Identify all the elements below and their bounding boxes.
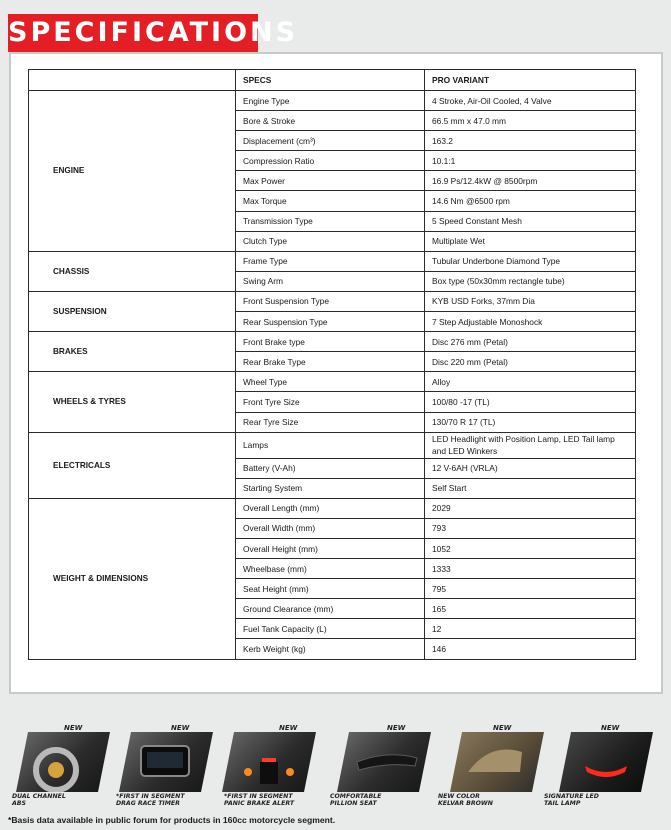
spec-name: Front Suspension Type (236, 291, 425, 311)
feature-caption: NEW COLOR KELVAR BROWN (438, 793, 493, 807)
spec-name: Battery (V-Ah) (236, 458, 425, 478)
header-specs: SPECS (236, 70, 425, 91)
table-row (29, 291, 636, 311)
spec-name: Overall Length (mm) (236, 498, 425, 518)
spec-name: Front Tyre Size (236, 392, 425, 412)
spec-name: Displacement (cm³) (236, 131, 425, 151)
tail-indicator-icon (222, 732, 316, 792)
spec-name: Seat Height (mm) (236, 579, 425, 599)
new-badge: NEW (64, 724, 83, 732)
spec-name: Max Torque (236, 191, 425, 211)
spec-value: 165 (425, 599, 636, 619)
spec-value: 10.1:1 (425, 151, 636, 171)
table-header-row (29, 70, 636, 91)
spec-name: Swing Arm (236, 271, 425, 291)
new-badge: NEW (279, 724, 298, 732)
spec-value: 5 Speed Constant Mesh (425, 211, 636, 231)
spec-name: Overall Width (mm) (236, 518, 425, 538)
spec-value: Disc 220 mm (Petal) (425, 352, 636, 372)
spec-value: Disc 276 mm (Petal) (425, 332, 636, 352)
table-row (29, 372, 636, 392)
category-label: ENGINE (29, 91, 236, 252)
spec-value: Box type (50x30mm rectangle tube) (425, 271, 636, 291)
spec-value: 7 Step Adjustable Monoshock (425, 312, 636, 332)
spec-value: 1333 (425, 559, 636, 579)
banner-title: SPECIFICATIONS (8, 17, 299, 48)
category-label: WEIGHT & DIMENSIONS (29, 498, 236, 659)
spec-name: Front Brake type (236, 332, 425, 352)
footnote: *Basis data available in public forum for products in 160cc motorcycle segment. (8, 815, 336, 825)
spec-value: 14.6 Nm @6500 rpm (425, 191, 636, 211)
feature-caption: SIGNATURE LED TAIL LAMP (544, 793, 599, 807)
spec-value: KYB USD Forks, 37mm Dia (425, 291, 636, 311)
category-label: ELECTRICALS (29, 432, 236, 498)
header-pro-variant: PRO VARIANT (425, 70, 636, 91)
abs-disc-icon (16, 732, 110, 792)
instrument-cluster-icon (119, 732, 213, 792)
category-label: SUSPENSION (29, 291, 236, 331)
table-row (29, 91, 636, 111)
spec-value: 130/70 R 17 (TL) (425, 412, 636, 432)
spec-value: Alloy (425, 372, 636, 392)
spec-name: Ground Clearance (mm) (236, 599, 425, 619)
spec-value: LED Headlight with Position Lamp, LED Tail lamp and LED Winkers (425, 432, 636, 458)
feature-caption: *FIRST IN SEGMENT DRAG RACE TIMER (116, 793, 185, 807)
new-badge: NEW (493, 724, 512, 732)
spec-name: Overall Height (mm) (236, 538, 425, 558)
new-badge: NEW (601, 724, 620, 732)
feature-strip (0, 724, 671, 809)
spec-value: 16.9 Ps/12.4kW @ 8500rpm (425, 171, 636, 191)
spec-value: Multiplate Wet (425, 231, 636, 251)
spec-name: Kerb Weight (kg) (236, 639, 425, 659)
feature-image-pillion-seat (337, 732, 431, 792)
table-row (29, 251, 636, 271)
spec-value: Self Start (425, 478, 636, 498)
spec-value: 66.5 mm x 47.0 mm (425, 111, 636, 131)
specifications-banner (8, 14, 299, 52)
spec-name: Compression Ratio (236, 151, 425, 171)
new-badge: NEW (171, 724, 190, 732)
feature-image-drag-race-timer (119, 732, 213, 792)
feature-image-panic-brake-alert (222, 732, 316, 792)
spec-value: 100/80 -17 (TL) (425, 392, 636, 412)
category-label: BRAKES (29, 332, 236, 372)
spec-name: Starting System (236, 478, 425, 498)
spec-name: Clutch Type (236, 231, 425, 251)
spec-name: Rear Brake Type (236, 352, 425, 372)
spec-name: Rear Suspension Type (236, 312, 425, 332)
spec-name: Max Power (236, 171, 425, 191)
spec-name: Lamps (236, 432, 425, 458)
spec-value: 163.2 (425, 131, 636, 151)
new-badge: NEW (387, 724, 406, 732)
spec-value: 2029 (425, 498, 636, 518)
feature-caption: DUAL CHANNEL ABS (12, 793, 66, 807)
table-row (29, 498, 636, 518)
spec-value: 146 (425, 639, 636, 659)
table-row (29, 432, 636, 458)
led-tail-lamp-icon (559, 732, 653, 792)
specifications-table (28, 69, 636, 660)
spec-name: Engine Type (236, 91, 425, 111)
tank-icon (450, 732, 544, 792)
spec-value: 793 (425, 518, 636, 538)
spec-name: Frame Type (236, 251, 425, 271)
spec-value: 1052 (425, 538, 636, 558)
feature-caption: COMFORTABLE PILLION SEAT (330, 793, 382, 807)
spec-value: 4 Stroke, Air-Oil Cooled, 4 Valve (425, 91, 636, 111)
spec-value: 12 (425, 619, 636, 639)
spec-name: Bore & Stroke (236, 111, 425, 131)
header-category (29, 70, 236, 91)
spec-name: Fuel Tank Capacity (L) (236, 619, 425, 639)
spec-value: Tubular Underbone Diamond Type (425, 251, 636, 271)
table-row (29, 332, 636, 352)
spec-name: Wheelbase (mm) (236, 559, 425, 579)
feature-image-kelvar-brown (450, 732, 544, 792)
feature-image-led-tail-lamp (559, 732, 653, 792)
spec-name: Rear Tyre Size (236, 412, 425, 432)
spec-value: 795 (425, 579, 636, 599)
feature-caption: *FIRST IN SEGMENT PANIC BRAKE ALERT (224, 793, 295, 807)
feature-image-abs (16, 732, 110, 792)
category-label: CHASSIS (29, 251, 236, 291)
spec-value: 12 V-6AH (VRLA) (425, 458, 636, 478)
spec-name: Wheel Type (236, 372, 425, 392)
seat-icon (337, 732, 431, 792)
category-label: WHEELS & TYRES (29, 372, 236, 432)
spec-name: Transmission Type (236, 211, 425, 231)
